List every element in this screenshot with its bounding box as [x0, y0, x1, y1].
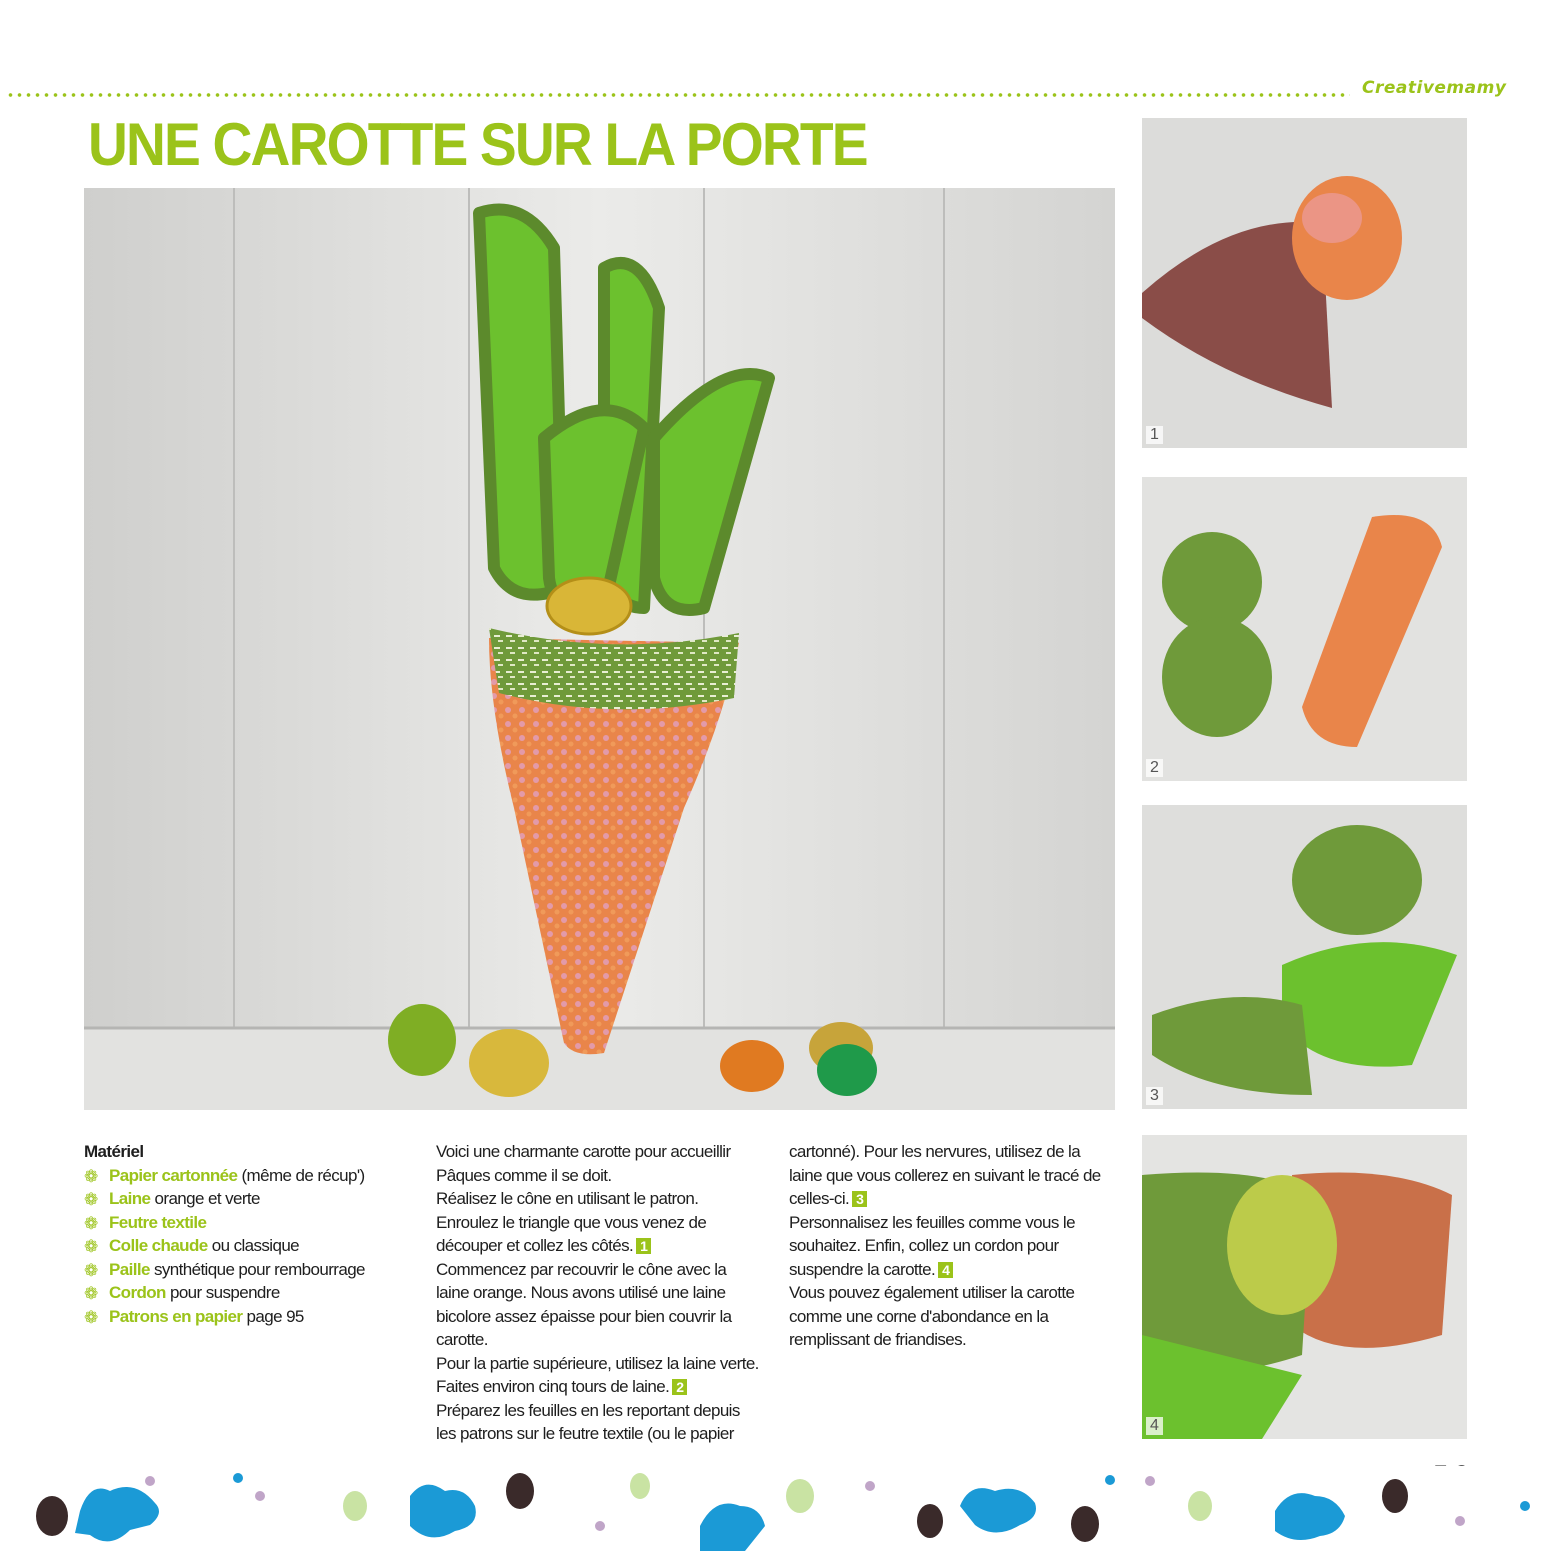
material-item: ❁ Laine orange et verte [84, 1187, 414, 1211]
flower-icon: ❁ [84, 1260, 98, 1280]
step-badge: 4 [938, 1262, 953, 1278]
flower-icon: ❁ [84, 1237, 98, 1256]
flower-icon: ❁ [84, 1190, 98, 1209]
step-photo-2 [1142, 477, 1467, 781]
step-number: 1 [1146, 426, 1163, 444]
step-badge: 1 [636, 1238, 651, 1254]
instructions-column-1 [436, 1140, 763, 1446]
step-number: 2 [1146, 759, 1163, 777]
step-number: 3 [1146, 1087, 1163, 1105]
step-photo-1 [1142, 118, 1467, 448]
instruction-paragraph: Enroulez le triangle que vous venez de découper et collez les côtés. 1 [436, 1212, 707, 1255]
instruction-paragraph: Préparez les feuilles en les reportant depuis les patrons sur le feutre textile (ou le papier [436, 1400, 740, 1443]
instruction-paragraph: Vous pouvez également utiliser la carotte comme une corne d'abondance en la remplissant de friandises. [789, 1283, 1075, 1349]
flower-icon: ❁ [84, 1166, 98, 1186]
page-title: UNE CAROTTE SUR LA PORTE [88, 111, 867, 178]
instruction-paragraph: cartonné). Pour les nervures, utilisez de la laine que vous collerez en suivant le tracé de celles-ci. 3 [789, 1142, 1101, 1208]
step-badge: 3 [852, 1191, 867, 1207]
easter-border [0, 1466, 1551, 1551]
flower-icon: ❁ [84, 1284, 98, 1303]
flower-icon: ❁ [84, 1213, 98, 1233]
materials-section [84, 1140, 414, 1328]
material-item: ❁ Patrons en papier page 95 [84, 1305, 414, 1329]
flower-icon: ❁ [84, 1307, 98, 1327]
material-item: ❁ Cordon pour suspendre [84, 1281, 414, 1305]
step-photo-3 [1142, 805, 1467, 1109]
material-item: ❁ Feutre textile [84, 1211, 414, 1235]
hero-photo [84, 188, 1115, 1110]
dotted-rule [6, 93, 1350, 97]
step-photo-4 [1142, 1135, 1467, 1439]
material-item: ❁ Papier cartonnée (même de récup') [84, 1164, 414, 1188]
material-item: ❁ Paille synthétique pour rembourrage [84, 1258, 414, 1282]
instruction-paragraph: Personnalisez les feuilles comme vous le souhaitez. Enfin, collez un cordon pour suspendre la carotte. 4 [789, 1212, 1075, 1279]
brand-logo: Creativemamy [1362, 78, 1507, 98]
instruction-paragraph: Réalisez le cône en utilisant le patron. [436, 1189, 699, 1208]
step-badge: 2 [672, 1379, 687, 1395]
material-item: ❁ Colle chaude ou classique [84, 1234, 414, 1258]
instruction-paragraph: Voici une charmante carotte pour accueillir Pâques comme il se doit. [436, 1142, 731, 1185]
instructions-column-2 [789, 1140, 1116, 1352]
materials-list [84, 1164, 414, 1329]
instruction-paragraph: Pour la partie supérieure, utilisez la laine verte. Faites environ cinq tours de laine. 2 [436, 1353, 759, 1396]
materials-title: Matériel [84, 1142, 144, 1161]
instruction-paragraph: Commencez par recouvrir le cône avec la laine orange. Nous avons utilisé une laine bicolore assez épaisse pour bien couvrir la carotte. [436, 1259, 732, 1349]
step-number: 4 [1146, 1417, 1163, 1435]
